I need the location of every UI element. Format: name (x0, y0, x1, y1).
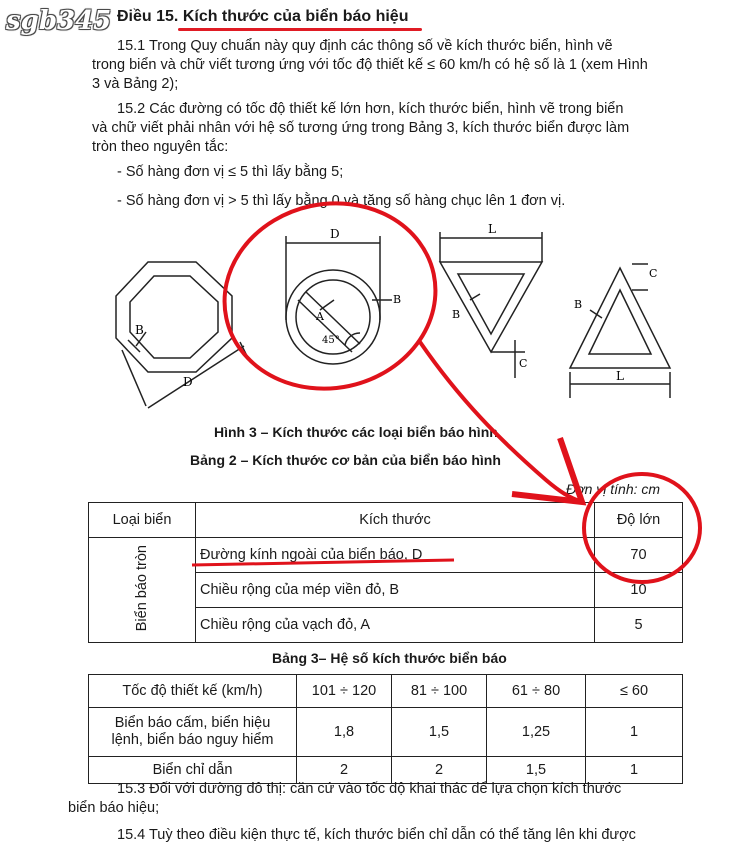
table2-caption: Bảng 2 – Kích thước cơ bản của biển báo hình (190, 452, 501, 468)
row-value-bar-width: 5 (595, 608, 683, 643)
row-value: 2 (297, 757, 392, 784)
octagon-label-d: D (183, 375, 193, 389)
header-speed-4: ≤ 60 (586, 675, 683, 708)
table3-caption: Bảng 3– Hệ số kích thước biển báo (272, 650, 507, 666)
row-label-warning-signs: Biển báo cấm, biển hiệu lệnh, biển báo nguy hiểm (89, 708, 297, 757)
row-label-bar-width: Chiều rộng của vạch đỏ, A (196, 608, 595, 643)
para-15-1-line1: 15.1 Trong Quy chuẩn này quy định các thông số về kích thước biển, hình vẽ (117, 38, 613, 54)
group-round-sign-label: Biển báo tròn (134, 544, 150, 632)
header-design-speed: Tốc độ thiết kế (km/h) (89, 675, 297, 708)
triangle-label-l: L (616, 369, 624, 383)
row-value: 1,25 (487, 708, 586, 757)
header-speed-3: 61 ÷ 80 (487, 675, 586, 708)
row-value: 2 (392, 757, 487, 784)
bullet-1: - Số hàng đơn vị ≤ 5 thì lấy bằng 5; (117, 164, 344, 180)
header-dimension: Kích thước (196, 503, 595, 538)
annotation-circle-value (584, 474, 700, 582)
para-15-3-line1: 15.3 Đối với đường đô thị: căn cứ vào tốc độ khai thác để lựa chọn kích thước (117, 781, 622, 797)
para-15-2-line2: và chữ viết phải nhân với hệ số tương ứng trong Bảng 3, kích thước biển được làm (92, 120, 630, 136)
row-value: 1 (586, 757, 683, 784)
header-sign-type: Loại biển (89, 503, 196, 538)
octagon-label-b: B (135, 323, 144, 337)
row-value: 1,5 (487, 757, 586, 784)
row-label-guide-signs: Biển chỉ dẫn (89, 757, 297, 784)
header-speed-1: 101 ÷ 120 (297, 675, 392, 708)
annotation-circle-round-sign (207, 184, 453, 408)
inv-triangle-label-c: C (519, 357, 528, 370)
round-label-a: A (316, 310, 324, 323)
inv-triangle-label-b: B (452, 308, 461, 321)
round-label-d: D (330, 227, 340, 241)
para-15-2-line3: tròn theo nguyên tắc: (92, 139, 229, 155)
inv-triangle-label-l: L (488, 222, 496, 236)
annotation-arrow-head (512, 438, 582, 502)
triangle-label-c: C (649, 267, 658, 280)
row-label-diameter: Đường kính ngoài của biển báo, D (196, 538, 595, 573)
bullet-2: - Số hàng đơn vị > 5 thì lấy bằng 0 và tăng số hàng chục lên 1 đơn vị. (117, 193, 566, 209)
row-value: 1 (586, 708, 683, 757)
round-label-b: B (393, 293, 402, 306)
para-15-4-line1: 15.4 Tuỳ theo điều kiện thực tế, kích thước biển chỉ dẫn có thể tăng lên khi được (117, 827, 636, 843)
para-15-1-line2: trong biển và chữ viết tương ứng với tốc độ thiết kế ≤ 60 km/h có hệ số là 1 (xem Hình (92, 57, 648, 73)
article-prefix: Điều 15. (117, 8, 179, 25)
figure-caption: Hình 3 – Kích thước các loại biển báo hình (214, 424, 498, 440)
para-15-2-line1: 15.2 Các đường có tốc độ thiết kế lớn hơn, kích thước biển, hình vẽ trong biển (117, 101, 624, 117)
para-15-3-line2: biển báo hiệu; (68, 800, 160, 816)
para-15-1-line3: 3 và Bảng 2); (92, 76, 179, 92)
round-label-angle: 45° (322, 335, 340, 346)
watermark-logo: sgb345 (6, 6, 112, 36)
row-value-border-width: 10 (595, 573, 683, 608)
row-value-diameter: 70 (595, 538, 683, 573)
row-label-border-width: Chiều rộng của mép viền đỏ, B (196, 573, 595, 608)
annotation-arrow-shaft (420, 342, 582, 502)
article-title-text: Kích thước của biển báo hiệu (182, 8, 409, 25)
row-value: 1,5 (392, 708, 487, 757)
header-value: Độ lớn (595, 503, 683, 538)
table2-unit: Đơn vị tính: cm (566, 481, 661, 497)
annotation-underline-diameter (192, 560, 454, 565)
row-value: 1,8 (297, 708, 392, 757)
triangle-label-b: B (574, 298, 583, 311)
header-speed-2: 81 ÷ 100 (392, 675, 487, 708)
